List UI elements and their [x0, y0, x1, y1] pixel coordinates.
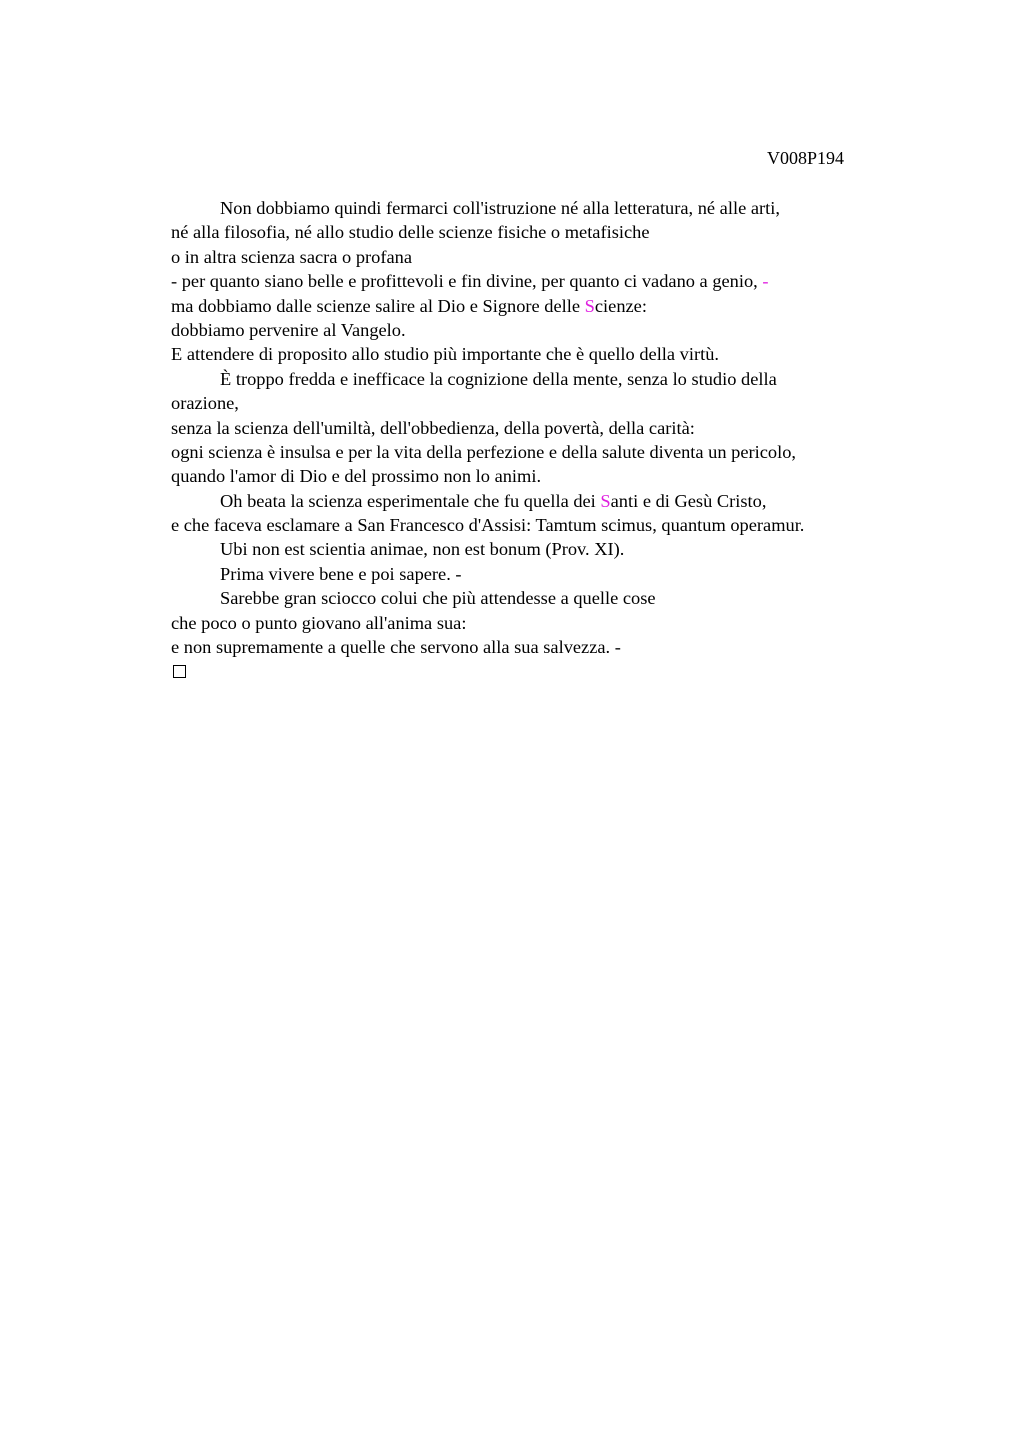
text-line — [171, 294, 911, 318]
text-line — [171, 586, 911, 610]
text-segment: Ubi non est scientia animae, non est bonum (Prov. XI). — [220, 539, 625, 560]
text-line — [171, 562, 911, 586]
text-line — [171, 342, 911, 366]
text-segment: E attendere di proposito allo studio più importante che è quello della virtù. — [171, 344, 720, 365]
text-segment: Oh beata la scienza esperimentale che fu quella dei — [220, 490, 601, 511]
text-line — [171, 489, 911, 513]
text-line — [171, 269, 911, 293]
text-segment: né alla filosofia, né allo studio delle scienze fisiche o metafisiche — [171, 222, 650, 243]
text-segment: e che faceva esclamare a San Francesco d'Assisi: Tamtum scimus, quantum operamur. — [171, 515, 805, 536]
text-line — [171, 537, 911, 561]
text-segment: cienze: — [594, 295, 647, 316]
text-line — [171, 513, 911, 537]
text-segment: Non dobbiamo quindi fermarci coll'istruzione né alla letteratura, né alle arti, — [220, 198, 780, 218]
text-line — [171, 196, 911, 220]
highlighted-mark: - — [762, 271, 769, 292]
text-line — [171, 464, 911, 488]
text-segment: o in altra scienza sacra o profana — [171, 246, 412, 267]
text-line — [171, 367, 911, 391]
text-segment: - per quanto siano belle e profittevoli e fin divine, per quanto ci vadano a genio, — [171, 271, 763, 292]
text-segment: e non supremamente a quelle che servono alla sua salvezza. - — [171, 637, 621, 658]
page-id: V008P194 — [766, 148, 844, 168]
text-segment: senza la scienza dell'umiltà, dell'obbedienza, della povertà, della carità: — [171, 417, 695, 438]
text-segment: quando l'amor di Dio e del prossimo non lo animi. — [171, 466, 542, 487]
text-line — [171, 391, 911, 415]
end-line — [171, 659, 911, 683]
text-segment: che poco o punto giovano all'anima sua: — [171, 612, 467, 633]
text-line — [171, 416, 911, 440]
text-segment: ma dobbiamo dalle scienze salire al Dio e Signore delle — [171, 295, 585, 316]
text-line — [171, 440, 911, 464]
text-segment: Prima vivere bene e poi sapere. - — [220, 563, 462, 584]
text-line — [171, 245, 911, 269]
highlighted-mark: S — [584, 295, 595, 316]
text-line — [171, 220, 911, 244]
text-segment: È troppo fredda e inefficace la cognizione della mente, senza lo studio della — [220, 368, 777, 389]
highlighted-mark: S — [600, 490, 611, 511]
text-line — [171, 635, 911, 659]
text-segment: ogni scienza è insulsa e per la vita della perfezione e della salute diventa un pericolo, — [171, 441, 797, 462]
body-text — [171, 196, 911, 684]
text-segment: Sarebbe gran sciocco colui che più attendesse a quelle cose — [220, 588, 656, 609]
text-segment: anti e di Gesù Cristo, — [610, 490, 767, 511]
text-line — [171, 611, 911, 635]
text-segment: orazione, — [171, 393, 239, 414]
text-segment: dobbiamo pervenire al Vangelo. — [171, 319, 406, 340]
text-line — [171, 318, 911, 342]
end-box-icon — [173, 665, 186, 678]
